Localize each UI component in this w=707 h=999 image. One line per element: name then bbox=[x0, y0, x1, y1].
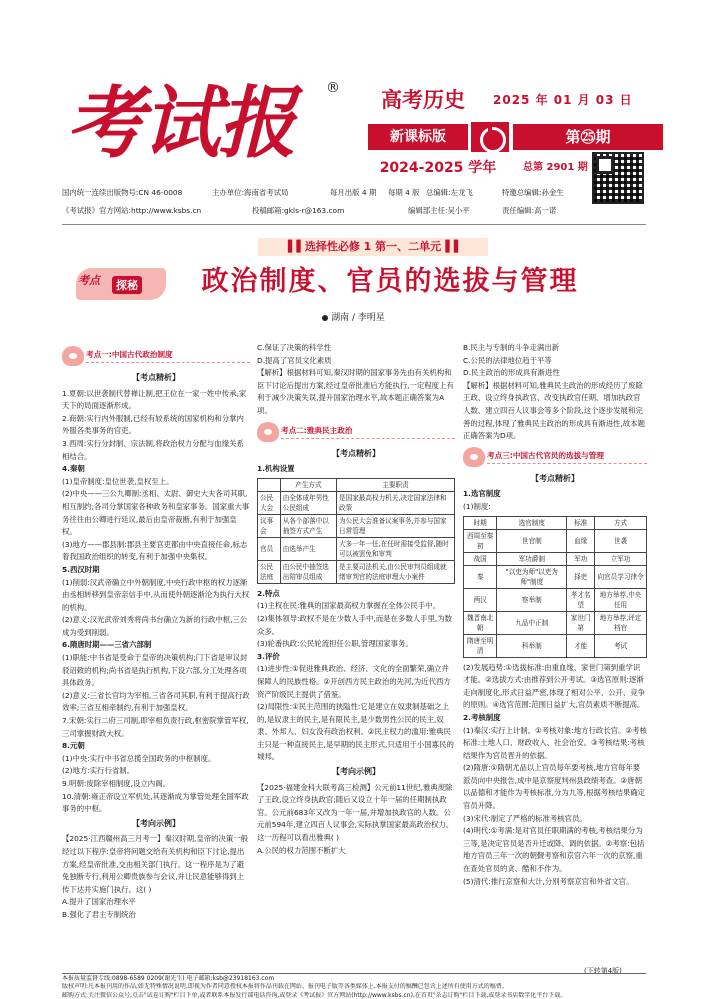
paragraph: 2.商朝:实行内外服制,已经有较系统的国家机构和分掌内外服各类事务的官吏。 bbox=[62, 413, 244, 436]
table-cell: 从各个部落中以抽签方式产生 bbox=[280, 514, 336, 537]
footer-copyright: 版权声明:凡本报刊用的作品,如无特殊情况说明,即视为作者同意授权本报将作品刊载在网站、报刊电子版等各类媒体上,本报支付的稿酬已包含上述所有使用方式的稿费。 bbox=[62, 983, 508, 991]
box-heading: 【 考点精析 】 bbox=[463, 473, 647, 486]
analysis: 【解析】根据材料可知,雅典民主政治的形成经历了废除王政、设立终身执政官、改变执政官任期、增加执政官人数、建立四百人议事会等多个阶段,这个逐步发展和完善的过程,体现了雅典民主政治的形成具有渐进性,故本题正确答案为D项。 bbox=[463, 380, 646, 441]
section-header bbox=[62, 344, 250, 368]
section-header bbox=[463, 445, 647, 469]
table-row bbox=[258, 537, 455, 560]
subheading: 4.秦朝 bbox=[62, 464, 85, 474]
section-title: 考点一:中国古代政治制度 bbox=[86, 350, 173, 359]
total-issue: 总第 2901 期 bbox=[523, 162, 588, 173]
paragraph: (3)轮番执政:公民轮流担任公职,管理国家事务。 bbox=[257, 639, 413, 649]
table-header: 方式 bbox=[595, 516, 647, 529]
table-header: 选官制度 bbox=[497, 516, 567, 529]
table-cell: 科举制 bbox=[497, 634, 567, 657]
table-cell: 战国 bbox=[464, 552, 497, 565]
table-row bbox=[464, 611, 647, 634]
table-cell: 魏晋南北朝 bbox=[464, 611, 497, 634]
unit-banner: ▌▌选择性必修 1 第一、二单元▐▐ bbox=[258, 238, 488, 256]
box-heading: 【 考向示例 】 bbox=[62, 818, 250, 831]
paragraph: (1)削弱:汉武帝确立中外朝制度,中央行政中枢的权力逐渐由丞相转移到皇帝亲信手中,从而使外朝逐渐沦为执行大权的机构。 bbox=[62, 577, 250, 612]
option-b: B.强化了君主专制统治 bbox=[62, 909, 136, 919]
table-header-row bbox=[258, 478, 455, 491]
paragraph: (1)主权在民:雅典的国家最高权力掌握在全体公民手中。 bbox=[257, 601, 440, 611]
table-cell: 隋唐至明清 bbox=[464, 634, 497, 657]
info-guest-editor: 特邀总编辑:孙金生 bbox=[502, 188, 564, 197]
table-cell: 才能 bbox=[567, 634, 595, 657]
option-c: C.保证了决策的科学性 bbox=[257, 343, 332, 352]
logo bbox=[62, 78, 362, 186]
registered-mark: ® bbox=[326, 80, 340, 96]
paragraph: (3)宋代:制定了严格的标准考核官员。 bbox=[463, 813, 587, 823]
option-b: B.民主与专制的斗争走满出新 bbox=[463, 343, 560, 352]
example-question: 【2025·福建金科大联考高三检测】公元前11世纪,雅典废除了王政,设立终身执政官;随后又设立十年一届的任期制执政官。公元前683年又改为一年一届,并增加执政官的人数。公元前594年,建立四百人议事会,实际执掌国家最高政治权力。这一历程可以看出雅典( ) bbox=[257, 782, 454, 843]
box-heading: 【 考点精析 】 bbox=[62, 372, 250, 385]
column-3 bbox=[463, 342, 647, 888]
bullet-icon bbox=[322, 315, 328, 321]
table-cell: 军功爵制 bbox=[497, 552, 567, 565]
table-cell: 察举制 bbox=[497, 588, 567, 611]
paragraph: 9.明朝:废除宰相制度,设立内阁。 bbox=[62, 779, 170, 788]
table-cell: 世袭 bbox=[595, 529, 647, 552]
table-cell: 家世门第 bbox=[567, 611, 595, 634]
table-header-row bbox=[464, 516, 647, 529]
paragraph: (2)意义:三省长官均为宰相,三省各司其职,有利于提高行政效率;三省互相牵制约,有利于加强皇权。 bbox=[62, 690, 250, 713]
subheading: 2.特点 bbox=[257, 588, 280, 598]
table-cell: 是主要司法机关,由公民审判员组成就绪审判官的法庭审理大小案件 bbox=[337, 560, 455, 583]
mascot-icon bbox=[257, 422, 279, 442]
subject-title: 高考历史 bbox=[381, 88, 465, 112]
paragraph: (2)意义:汉光武帝刘秀将尚书台确立为新的行政中枢,三公成为受到削弱。 bbox=[62, 615, 248, 637]
paragraph: (3)地方——郡县制:郡县主要官吏都由中央直接任命,标志着我国政治组织的转变,有利于加强中央集权。 bbox=[62, 539, 248, 562]
table-cell: 立军功 bbox=[595, 552, 647, 565]
issue-number: 第㉕期 bbox=[513, 124, 663, 150]
table-row bbox=[258, 514, 455, 537]
paragraph: (2)中央——三公九卿制:丞相、太尉、御史大夫各司其职,相互制约;各司分掌国家各种政务和皇家事务。国家重大事务往往由公卿进行廷议,最后由皇帝裁断,有利于加强皇权。 bbox=[62, 489, 250, 537]
paragraph: (2)发展趋势:①选拔标准:由重血缘、家世门第到重学识才能。②选拔方式:由推荐到公开考试。③选官原则:逐渐走向制度化,形式日益严密,体现了相对公平、公开、竞争的原则。④选官范围:范围日益扩大,官员素质不断提高。 bbox=[463, 662, 646, 710]
paragraph: 1.夏朝:以世袭制代替禅让制,把王位在一家一姓中传承,家天下的局面逐渐形成。 bbox=[62, 388, 247, 411]
info-host: 主办单位:海南省考试局 bbox=[212, 188, 289, 197]
option-d: D.提高了官员文化素质 bbox=[257, 355, 332, 365]
paragraph: (1)进步性:①促进雅典政治、经济、文化的全面繁荣,确立并保障人的民族性格。②开创西方民主政治的先河,为近代西方资产阶级民主提供了借鉴。 bbox=[257, 664, 451, 699]
table-cell: 考试 bbox=[595, 634, 647, 657]
paragraph: (1)制度: bbox=[463, 501, 491, 511]
edition-label: 新课标版 bbox=[368, 124, 468, 150]
continued-note: (下转第4版) bbox=[584, 967, 622, 975]
table-cell: 公民大会 bbox=[258, 491, 281, 514]
table-header bbox=[258, 478, 281, 491]
kaodian-label-a: 考点 bbox=[78, 274, 100, 287]
table-cell: 官员 bbox=[258, 537, 281, 560]
table-cell: 血缘 bbox=[567, 529, 595, 552]
divider bbox=[62, 224, 646, 225]
athens-table bbox=[257, 478, 455, 584]
table-row bbox=[464, 529, 647, 552]
table-row bbox=[258, 491, 455, 514]
subheading: 1.选官制度 bbox=[463, 489, 501, 499]
info-editor: 责任编辑:高一诺 bbox=[502, 206, 557, 215]
page-footer bbox=[62, 973, 646, 999]
mascot-icon bbox=[463, 447, 485, 467]
byline-text: 湖南 / 李明星 bbox=[331, 313, 385, 323]
paragraph: (1)中央:实行中书省总揽全国政务的中枢制度。 bbox=[62, 753, 216, 763]
table-row bbox=[464, 588, 647, 611]
option-c: C.公民的法律地位趋于平等 bbox=[463, 355, 552, 365]
paragraph: (1)职能:中书省是受命于皇帝的决策机构;门下省是审议封驳诏敕的机构;尚书省是执行机构,下设六部,分工处理各项具体政务。 bbox=[62, 653, 248, 688]
table-row bbox=[464, 634, 647, 657]
option-a: A.公民的权力范围不断扩大 bbox=[257, 845, 346, 855]
qr-code-icon[interactable] bbox=[592, 152, 644, 204]
issue-date: 2025 年 01 月 03 日 bbox=[493, 93, 633, 107]
kaodian-label-b: 探秘 bbox=[112, 276, 142, 294]
table-cell: 由选举产生 bbox=[280, 537, 336, 560]
table-cell: 两汉 bbox=[464, 588, 497, 611]
paragraph: (2)集体领导:政权不是在少数人手中,而是在多数人手里,为数众多。 bbox=[257, 613, 453, 636]
info-email[interactable]: 投稿邮箱:gkls-r@163.com bbox=[252, 206, 345, 215]
subheading: 3.评价 bbox=[257, 651, 280, 661]
table-header: 时期 bbox=[464, 516, 497, 529]
table-cell: 地方举荐,评定档官 bbox=[595, 611, 647, 634]
analysis: 【解析】根据材料可知,秦汉时期的国家事务先由有关机构和臣下讨论后提出方案,经过皇帝批准后方能执行,一定程度上有利于减少决策失误,提升国家治理水平,故本题正确答案为A项。 bbox=[257, 368, 454, 415]
table-cell: 军功 bbox=[567, 552, 595, 565]
table-cell: 地方举荐,中央任用 bbox=[595, 588, 647, 611]
table-row bbox=[258, 560, 455, 583]
info-chief-editor: 总编辑:左龙飞 bbox=[426, 188, 473, 197]
table-cell: 公民法庭 bbox=[258, 560, 281, 583]
paragraph: (1)秦汉:实行上计制。①考核对象:地方行政长官。②考核标准:土地人口、财政收入、社会治安。③考核结果:考核结果作为官员晋升的依据。 bbox=[463, 725, 647, 760]
table-cell: 孝才名望 bbox=[567, 588, 595, 611]
table-row bbox=[464, 552, 647, 565]
info-pages: 每期 4 版 bbox=[388, 188, 420, 197]
ks-logo-icon bbox=[471, 122, 509, 152]
paragraph: (2)地方:实行行省制。 bbox=[62, 766, 135, 776]
subheading: 5.西汉时期 bbox=[62, 564, 100, 574]
section-divider bbox=[487, 463, 647, 464]
box-heading: 【 考点精析 】 bbox=[257, 448, 455, 461]
section-divider bbox=[86, 362, 250, 363]
paragraph: 10.清朝:雍正帝设立军机处,其逐渐成为掌管处理全国军政事务的中枢。 bbox=[62, 791, 249, 814]
table-cell: 是国家最高权力机关,决定国家法律和政策 bbox=[337, 491, 455, 514]
paragraph: (4)明代:①考满:是对官员任职期满的考核,考核结果分为三等,是决定官员是否升迁或降、调的依据。②考察:包括地方官员三年一次的朝觐考察和京官六年一次的京察,重在查处官员的贪、酷和不作为。 bbox=[463, 826, 645, 874]
table-cell: 择吏 bbox=[567, 565, 595, 588]
info-row-2 bbox=[62, 204, 588, 218]
section-header bbox=[257, 420, 455, 444]
table-cell: 由公民中抽签选出陪审员组成 bbox=[280, 560, 336, 583]
paragraph: (2)局限性:①民主范围的狭隘性:它是建立在奴隶制基础之上的,是奴隶主的民主,是有限民主,是少数男性公民的民主,奴隶、外邦人、妇女没有政治权利。②民主权力的滥用:雅典民主只是一种直接民主,是早期的民主形式,只适用于小国寡民的城邦。 bbox=[257, 702, 454, 762]
paragraph: (1)皇帝制度:皇位世袭,皇权至上。 bbox=[62, 476, 174, 486]
table-cell: 为公民大会准备议案事务,并参与国家日常管理 bbox=[337, 514, 455, 537]
info-cn: 国内统一连续出版物号:CN 46-0008 bbox=[62, 188, 183, 197]
subheading: 8.元朝 bbox=[62, 741, 85, 751]
section-title: 考点三:中国古代官员的选拔与管理 bbox=[487, 450, 604, 460]
table-cell: 大多一年一任,在任时需接受监督,随时可以被罢免和审判 bbox=[337, 537, 455, 560]
section-divider bbox=[281, 438, 455, 439]
table-header: 主要职责 bbox=[337, 478, 455, 491]
table-cell: 世官制 bbox=[497, 529, 567, 552]
masthead bbox=[62, 78, 662, 186]
table-cell: 向官员学习律令 bbox=[595, 565, 647, 588]
table-header: 标准 bbox=[567, 516, 595, 529]
mascot-icon bbox=[62, 346, 84, 366]
table-row bbox=[464, 565, 647, 588]
table-header: 产生方式 bbox=[280, 478, 336, 491]
kaodian-badge bbox=[60, 262, 170, 304]
subheading: 6.隋唐时期——三省六部制 bbox=[62, 640, 152, 650]
logo-text: 考试报 bbox=[66, 78, 295, 169]
table-cell: 秦 bbox=[464, 565, 497, 588]
byline bbox=[0, 310, 707, 323]
info-freq: 每月出版 4 期 bbox=[330, 188, 377, 197]
info-row-1 bbox=[62, 186, 588, 200]
article-headline: 政治制度、官员的选拔与管理 bbox=[201, 266, 579, 297]
subheading: 1.机构设置 bbox=[257, 464, 295, 474]
table-cell: 九品中正制 bbox=[497, 611, 567, 634]
column-1 bbox=[62, 342, 250, 922]
paragraph: 3.西周:实行分封制、宗法制,将政治权力分配与血缘关系相结合。 bbox=[62, 438, 244, 461]
school-year: 2024-2025 学年 bbox=[379, 160, 497, 176]
table-cell: 西周至秦初 bbox=[464, 529, 497, 552]
paragraph: (5)清代:推行京察和大计,分别考察京官和外省文官。 bbox=[463, 876, 634, 886]
table-cell: 议事会 bbox=[258, 514, 281, 537]
info-director: 编辑部主任:吴小平 bbox=[408, 206, 470, 215]
example-question: 【2025·江西赣州高三月考一】秦汉时期,皇帝的决策一般经过以下程序:皇帝将问题交给有关机构和臣下讨论,提出方案,经皇帝批准,交由相关部门执行。这一程序是为了避免独断专行,利用公卿贵族参与会议,并让民意能够得到上传下达并实施门执行。这( ) bbox=[62, 834, 249, 894]
box-heading: 【 考向示例 】 bbox=[257, 766, 455, 779]
footer-order: 邮购方式:关注微信公众号,点击"试卷订购"栏目下单,或者联系本报发行部电话咨询,或登录《考试报》官方网站(http://www.ksbs.cn),在首页"杂志订购"栏目下载,或登录书店数字化平台下载。 bbox=[62, 991, 567, 999]
paragraph: (2)隋唐:①隋朝尤品以上官员每年要考核,地方官每年要派员向中央报告,成中是京察度判州县政绩考查。②唐朝以品德和才能作为考核标准,分为九等,根据考核结果确定官员升降。 bbox=[463, 763, 646, 811]
column-2 bbox=[257, 342, 455, 857]
paragraph: 7.宋朝:实行二府三司制,即宰相负责行政,枢密院掌管军权,三司掌握财政大权。 bbox=[62, 716, 249, 738]
option-a: A.提升了国家治理水平 bbox=[62, 897, 136, 907]
option-d: D.民主政治的形成具有渐进性 bbox=[463, 368, 560, 378]
subheading: 2.考核制度 bbox=[463, 712, 501, 722]
footer-contact: 本报质量监督专线:0898-6589 0209(谢先生) 电子邮箱:ksb@23918163.com bbox=[62, 975, 275, 982]
info-website[interactable]: 《考试报》官方网站:http://www.ksbs.cn bbox=[62, 206, 202, 215]
table-cell: "以吏为师"以吏为师"制度 bbox=[497, 565, 567, 588]
publication-info bbox=[62, 186, 588, 222]
table-cell: 由全体成年男性公民组成 bbox=[280, 491, 336, 514]
selection-table bbox=[463, 516, 647, 658]
section-title: 考点二:雅典民主政治 bbox=[281, 425, 353, 435]
